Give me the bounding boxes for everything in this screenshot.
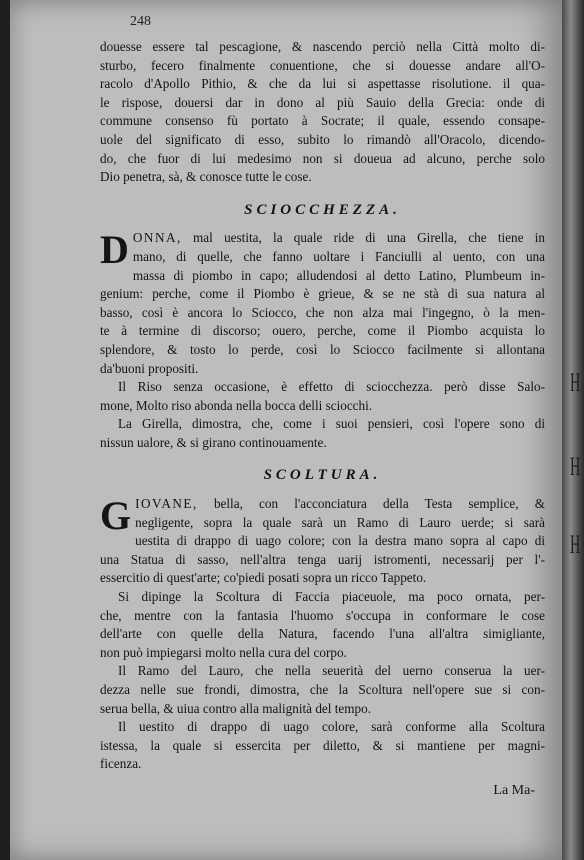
sciocchezza-paragraph-3 [100, 415, 545, 452]
sciocchezza-paragraph-1 [100, 229, 545, 378]
drop-cap: D [100, 227, 129, 273]
text-line: massa di piombo in capo; alludendosi al detto Latino, Plumbeum in- [132, 267, 545, 283]
text-line: nissun ualore, & si girano continouamente. [100, 434, 327, 450]
section-title-scoltura: SCOLTURA. [263, 467, 382, 484]
text-line: dezza nelle sue frondi, dimostra, che la Scoltura nell'opere sue si con- [100, 682, 545, 697]
section-title-sciocchezza: SCIOCCHEZZA. [244, 201, 401, 218]
facing-page-letter: H [570, 368, 581, 397]
text-line: una Statua di sasso, nell'altra tenga uarij istromenti, necessarij per l'- [100, 551, 545, 567]
text-line: douesse essere tal pescagione, & nascendo perciò nella Città molto di- [100, 39, 545, 54]
text-line: La Girella, dimostra, che, come i suoi pensieri, così l'opere sono di [118, 416, 545, 432]
book-page [10, 0, 562, 860]
text-line: commune consenso fù portato à Socrate; il quale, essendo consape- [100, 113, 545, 129]
facing-page-edge [562, 0, 584, 860]
text-line: negligente, sopra la quale sarà un Ramo di Lauro uerde; si sarà [135, 514, 545, 530]
text-line: racolo d'Apollo Pithio, & che da lui si aspettasse risolutione. il qua- [100, 76, 545, 92]
scoltura-paragraph-3 [100, 662, 545, 718]
scoltura-paragraph-2 [100, 588, 545, 662]
text-line: le rispose, douersi dar in dono al più Sauio della Grecia: onde di [100, 94, 545, 110]
text-line: basso, così è ancora lo Sciocco, che non alza mai l'ingegno, ò la men- [100, 304, 545, 320]
text-line: dell'arte con quelle della Natura, facendo l'una all'altra simigliante, [100, 626, 545, 642]
text-line: da'buoni propositi. [100, 360, 199, 376]
sciocchezza-paragraph-2 [100, 378, 545, 415]
text-line: uole del significato di esso, subito lo rimandò all'Oracolo, dicendo- [100, 131, 545, 147]
catchword: La Ma- [493, 782, 535, 798]
text-line: sturbo, fecero finalmente conuentione, che si douesse andare all'O- [100, 57, 545, 73]
text-line: Dio penetra, sà, & conosce tutte le cose. [100, 169, 312, 185]
text-line: Il Riso senza occasione, è effetto di sciocchezza. però disse Salo- [118, 379, 545, 395]
first-word: IOVANE, [135, 496, 198, 512]
first-word: ONNA, [132, 230, 182, 246]
intro-paragraph [100, 38, 545, 187]
facing-page-letter: H [570, 530, 581, 559]
text-line: Il uestito di drappo di uago colore, sarà conforme alla Scoltura [118, 719, 545, 735]
text-line: splendore, & tosto lo perde, così lo Sciocco facilmente si allontana [100, 341, 545, 357]
text-line: bella, con l'acconciatura della Testa semplice, & [213, 496, 546, 512]
text-line: che, mentre con la fantasia l'huomo s'occupa in conformare le cose [100, 607, 545, 623]
text-line: mal uestita, la quale ride di una Girella, che tiene in [193, 230, 546, 246]
text-line: genium: perche, come il Piombo è grieue, & se ne stà di sua natura al [100, 286, 545, 302]
text-line: serua bella, & uiua contro alla malignità del tempo. [100, 700, 371, 716]
text-line: Il Ramo del Lauro, che nella seuerità del uerno conserua la uer- [118, 663, 545, 679]
facing-page-letter: H [570, 452, 581, 481]
scoltura-paragraph-4 [100, 718, 545, 774]
text-line: mone, Molto riso abonda nella bocca delli sciocchi. [100, 397, 373, 413]
text-line: istessa, la quale si essercita per diletto, & si mantiene per magni- [100, 737, 545, 753]
text-line: Si dipinge la Scoltura di Faccia piaceuole, ma poco ornata, per- [118, 589, 545, 605]
drop-cap: G [100, 493, 132, 539]
text-line: do, che fuor di lui medesimo non si doueua ad alcuno, perche solo [100, 150, 545, 166]
scoltura-paragraph-1 [100, 495, 545, 588]
text-line: non può impiegarsi molto nella cura del corpo. [100, 644, 347, 660]
text-line: uestita di drappo di uago colore; con la destra mano sopra al capo di [135, 533, 545, 549]
text-line: ficenza. [100, 756, 142, 772]
page-number: 248 [130, 14, 151, 29]
page-text [100, 38, 545, 801]
text-line: te à termine di discorso; ouero, perche, come il Piombo acquista lo [100, 323, 545, 339]
text-line: mano, di quelle, che fanno uoltare i Fanciulli al uento, con una [132, 248, 545, 264]
text-line: essercitio di quest'arte; co'piedi posati sopra un ricco Tappeto. [100, 570, 427, 586]
